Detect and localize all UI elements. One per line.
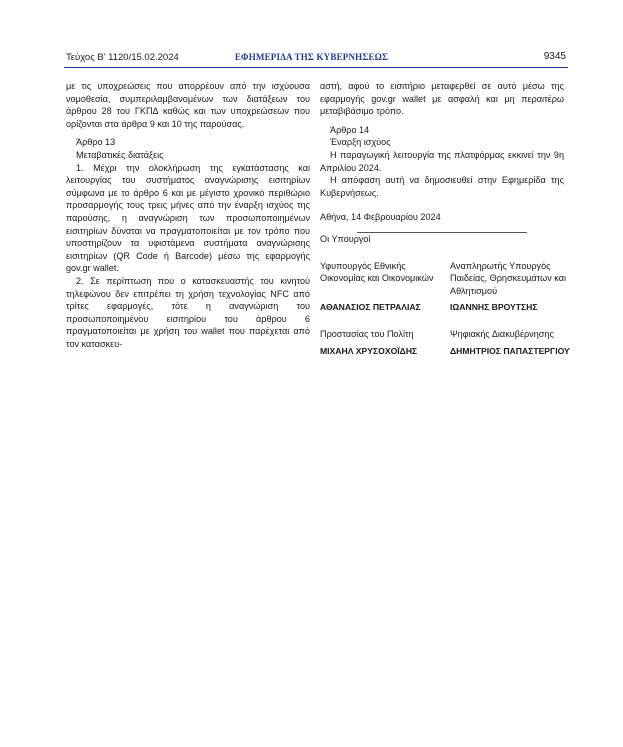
header-rule: [64, 67, 568, 68]
signatory-role: Υφυπουργός Εθνικής Οικονομίας και Οικονομικών: [320, 260, 434, 284]
paragraph: Η απόφαση αυτή να δημοσιευθεί στην Εφημερίδα της Κυβερνήσεως.: [320, 175, 564, 198]
signatory-name: ΙΩΑΝΝΗΣ ΒΡΟΥΤΣΗΣ: [450, 302, 538, 313]
issue-label: Τεύχος Β’ 1120/15.02.2024: [66, 52, 179, 63]
left-column: [66, 80, 310, 350]
signatory-role: Προστασίας του Πολίτη: [320, 328, 414, 339]
right-column: [320, 80, 570, 357]
article-14-number: Άρθρο 14: [330, 124, 370, 135]
signatory-name: ΑΘΑΝΑΣΙΟΣ ΠΕΤΡΑΛΙΑΣ: [320, 302, 421, 313]
signatures: [320, 260, 570, 358]
date-place: Αθήνα, 14 Φεβρουαρίου 2024: [320, 212, 441, 223]
signatory-role: Ψηφιακής Διακυβέρνησης: [450, 328, 554, 339]
paragraph: με τις υποχρεώσεις που απορρέουν από την ισχύουσα νομοθεσία, συμπεριλαμβανομένων των διατάξεων του άρθρου 28 του ΓΚΠΔ καθώς και των υποχρεώσεων που ορίζονται στα άρθρα 9 και 10 της παρούσας.: [66, 81, 310, 129]
page-number: 9345: [543, 51, 566, 62]
signatory-name: ΜΙΧΑΗΛ ΧΡΥΣΟΧΟΪΔΗΣ: [320, 345, 418, 356]
paragraph: Η παραγωγική λειτουργία της πλατφόρμας εκκινεί την 9η Απριλίου 2024.: [320, 149, 564, 173]
signatory-name: ΔΗΜΗΤΡΙΟΣ ΠΑΠΑΣΤΕΡΓΙΟΥ: [450, 345, 570, 356]
paragraph: αστή, αφού το εισιτήριο μεταφερθεί σε αυτό μέσω της εφαρμογής gov.gr wallet με ασφαλή και μη περαιτέρω μεταβιβάσιμο τρόπο.: [320, 81, 564, 117]
article-14-title: Έναρξη ισχύος: [330, 137, 391, 148]
article-13-title: Μεταβατικές διατάξεις: [76, 149, 164, 160]
paragraph: 1. Μέχρι την ολοκλήρωση της εγκατάστασης και λειτουργίας του συστήματος αναγνώρισης εισιτηρίων σύμφωνα με το άρθρο 6 και με μέγιστο χρονικό περιθώριο προσαρμογής τους τρεις μήνες από την έναρξη ισχύος της παρούσης, η αναγνώριση των προσωποποιημένων εισιτηρίων δύναται να πραγματοποιείται με τον τρόπο που υποστηρίζουν τα υφιστάμενα συστήματα αναγνώρισης εισιτηρίων (QR Code ή Barcode) μέσω της εφαρμογής gov.gr wallet.: [66, 162, 310, 274]
ministers-heading: Οι Υπουργοί: [320, 233, 371, 244]
gazette-title: ΕΦΗΜΕΡΙΔΑ ΤΗΣ ΚΥΒΕΡΝΗΣΕΩΣ: [234, 52, 389, 62]
signatory-role: Αναπληρωτής Υπουργός Παιδείας, Θρησκευμάτων και Αθλητισμού: [450, 260, 567, 296]
article-13-number: Άρθρο 13: [76, 137, 116, 148]
paragraph: 2. Σε περίπτωση που ο κατασκευαστής του κινητού τηλεφώνου δεν επιτρέπει τη χρήση τεχνολογίας NFC από τρίτες εφαρμογές, τότε η αναγνώριση του προσωποποιημένου εισιτηρίου του άρθρου 6 πραγματοποιείται με χρήση του wallet που παρέχεται από τον κατασκευ-: [66, 275, 310, 349]
